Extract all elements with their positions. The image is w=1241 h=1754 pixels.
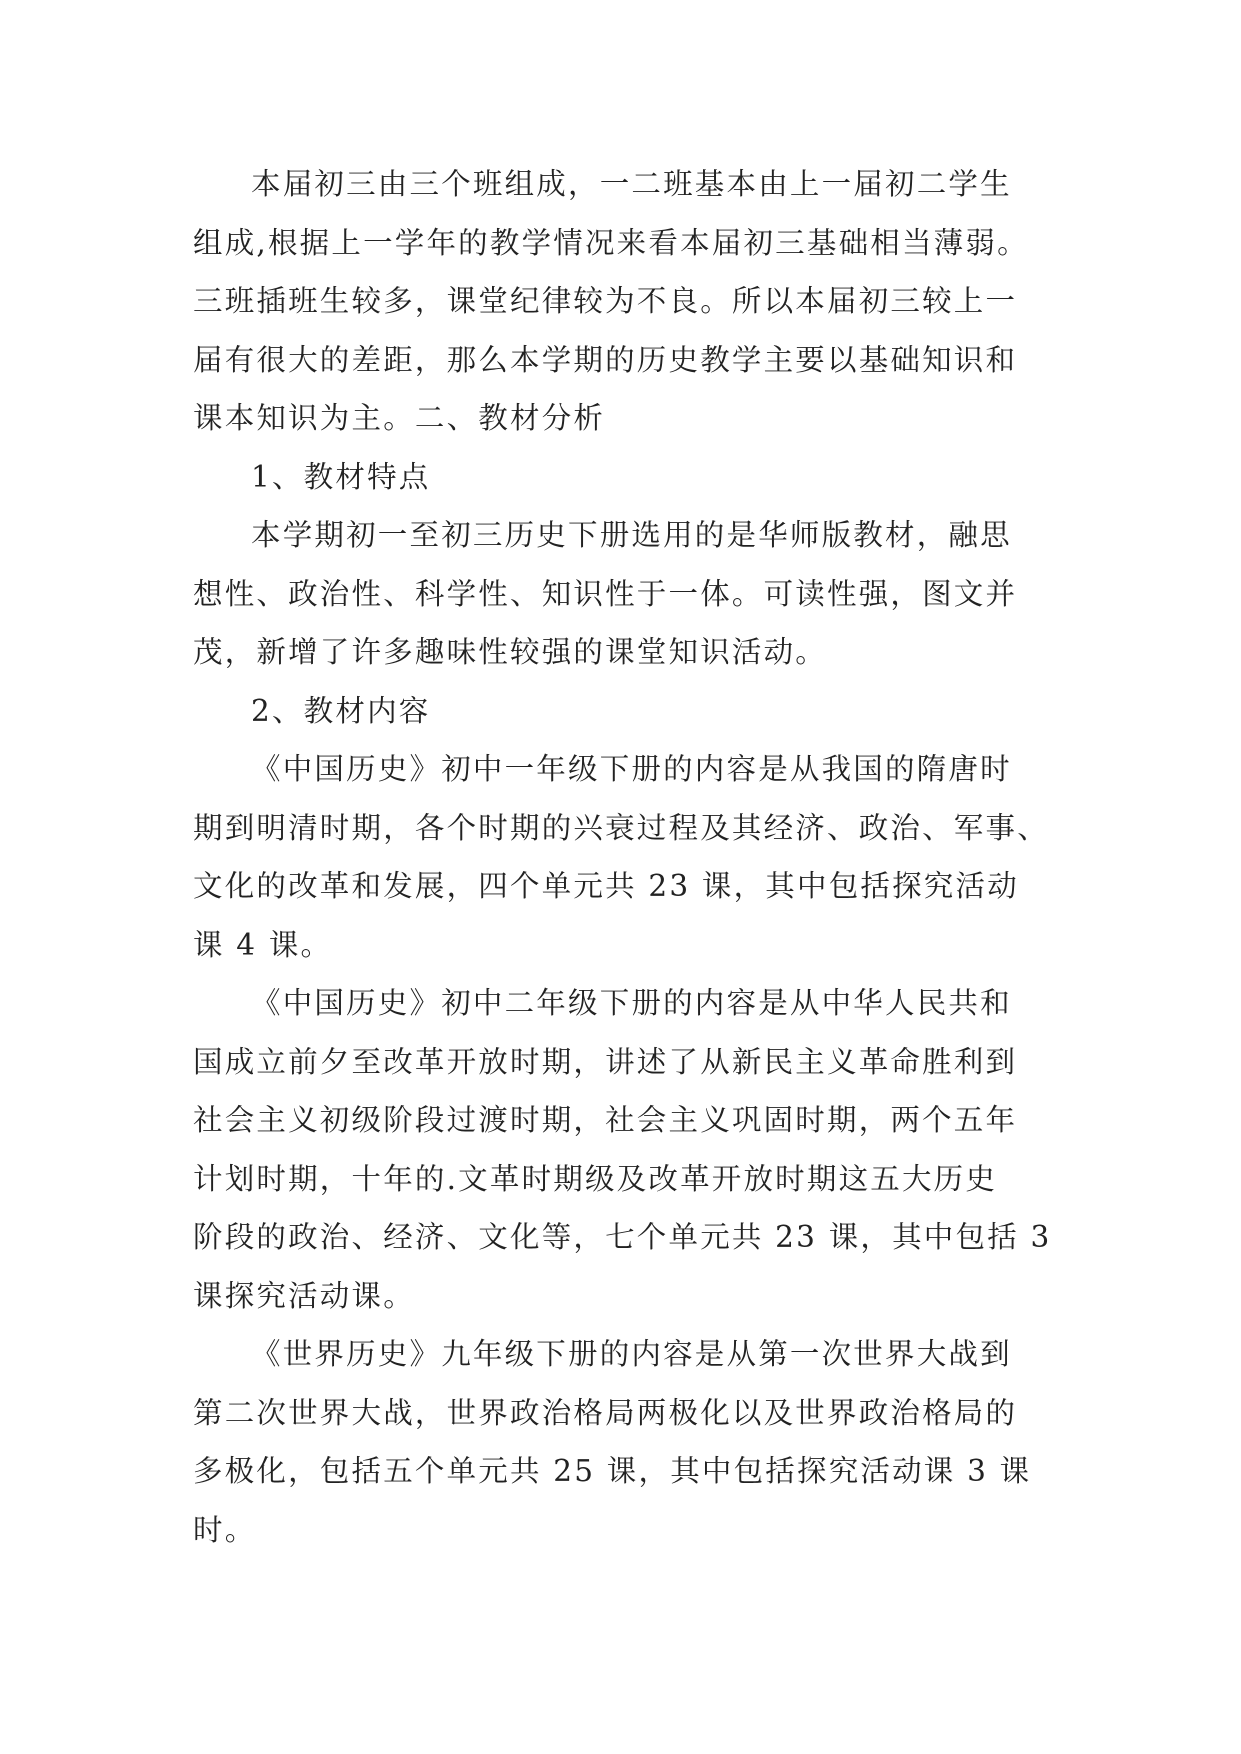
text-line: 想性、政治性、科学性、知识性于一体。可读性强，图文并 — [193, 576, 1018, 611]
text-line: 课 4 课。 — [193, 927, 333, 962]
text-line: 《中国历史》初中一年级下册的内容是从我国的隋唐时 — [251, 752, 1012, 786]
text-line: 《世界历史》九年级下册的内容是从第一次世界大战到 — [251, 1337, 1012, 1371]
text-line: 组成,根据上一学年的教学情况来看本届初三基础相当薄弱。 — [193, 225, 1029, 260]
text-line: 阶段的政治、经济、文化等，七个单元共 23 课，其中包括 3 — [193, 1220, 1052, 1254]
text-line: 文化的改革和发展，四个单元共 23 课，其中包括探究活动 — [193, 869, 1019, 903]
section-heading: 2、教材内容 — [251, 693, 431, 728]
text-line: 国成立前夕至改革开放时期，讲述了从新民主义革命胜利到 — [193, 1044, 1018, 1079]
text-line: 课本知识为主。二、教材分析 — [193, 401, 606, 435]
text-line: 本届初三由三个班组成，一二班基本由上一届初二学生 — [251, 167, 1012, 201]
text-line: 茂，新增了许多趣味性较强的课堂知识活动。 — [193, 635, 828, 669]
text-line: 多极化，包括五个单元共 25 课，其中包括探究活动课 3 课 — [193, 1454, 1032, 1488]
text-line: 期到明清时期，各个时期的兴衰过程及其经济、政治、军事、 — [193, 810, 1049, 845]
text-line: 届有很大的差距，那么本学期的历史教学主要以基础知识和 — [193, 342, 1018, 377]
text-line: 《中国历史》初中二年级下册的内容是从中华人民共和 — [251, 986, 1012, 1020]
text-line: 时。 — [193, 1512, 257, 1547]
section-heading: 1、教材特点 — [251, 459, 431, 494]
document-body — [193, 155, 1053, 1559]
text-line: 计划时期，十年的.文革时期级及改革开放时期这五大历史 — [193, 1161, 998, 1196]
text-line: 三班插班生较多，课堂纪律较为不良。所以本届初三较上一 — [193, 284, 1018, 318]
text-line: 课探究活动课。 — [193, 1278, 415, 1313]
text-line: 社会主义初级阶段过渡时期，社会主义巩固时期，两个五年 — [193, 1103, 1018, 1137]
text-line: 本学期初一至初三历史下册选用的是华师版教材，融思 — [251, 518, 1012, 552]
text-line: 第二次世界大战，世界政治格局两极化以及世界政治格局的 — [193, 1395, 1018, 1430]
